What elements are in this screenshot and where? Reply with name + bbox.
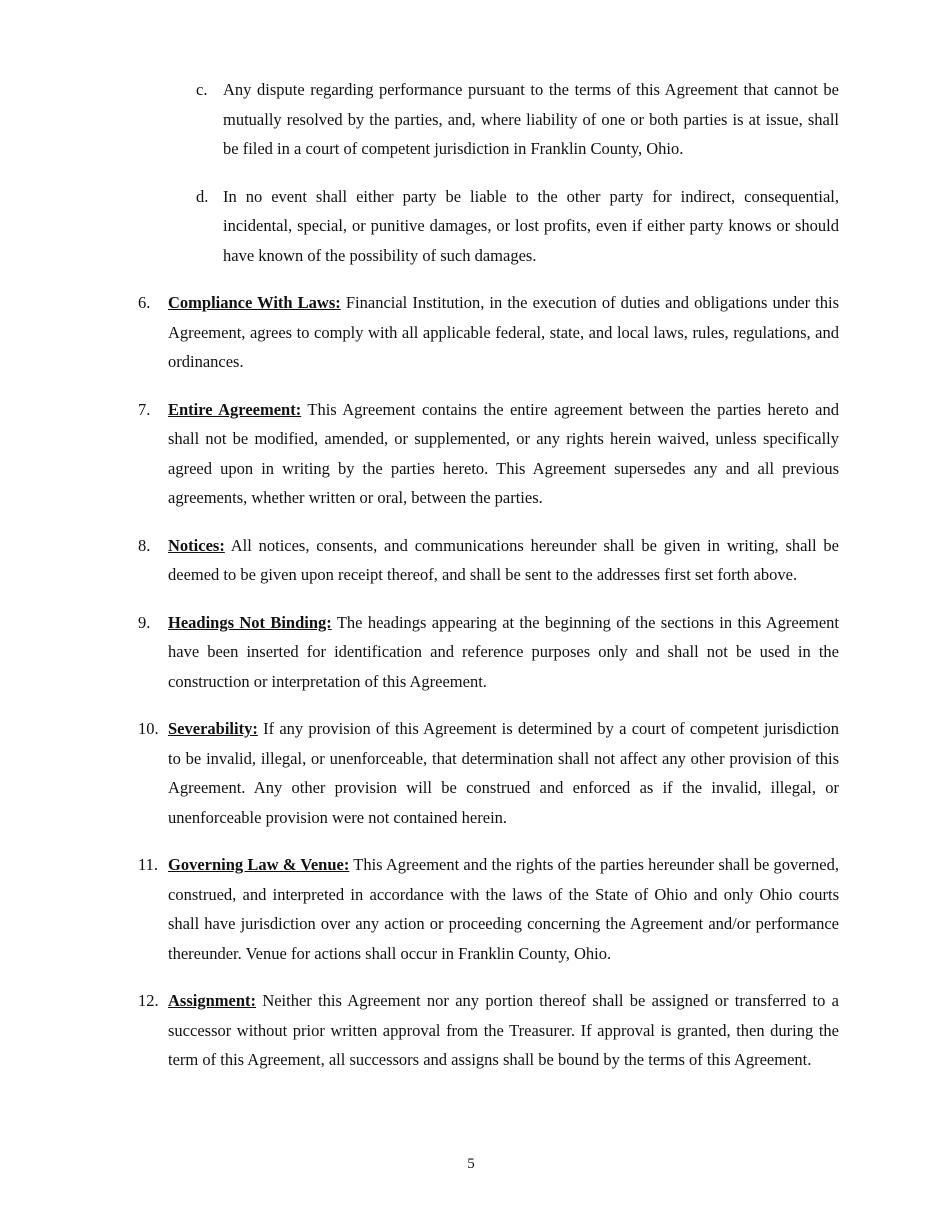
section-heading: Assignment: <box>168 991 257 1010</box>
sub-clause-list <box>196 75 839 288</box>
sub-clause-letter: c. <box>196 80 208 99</box>
section-number: 10. <box>138 719 159 738</box>
section-number: 12. <box>138 991 159 1010</box>
section-text: This Agreement and the rights of the parties hereunder shall be governed, construed, and interpreted in accordance with the laws of the State of Ohio and only Ohio courts shall have jurisdiction over any action or proceeding concerning the Agreement and/or performance thereunder. Venue for actions shall occur in Franklin County, Ohio. <box>168 855 839 963</box>
section-number: 7. <box>138 399 151 419</box>
section-number: 9. <box>138 612 151 632</box>
section-text: The headings appearing at the beginning of the sections in this Agreement have been inserted for identification and reference purposes only and shall not be used in the construction or interpretation of this Agreement. <box>168 612 840 691</box>
section-entire-agreement <box>138 395 839 513</box>
section-text: Neither this Agreement nor any portion thereof shall be assigned or transferred to a successor without prior written approval from the Treasurer. If approval is granted, then during the term of this Agreement, all successors and assigns shall be bound by the terms of this Agreement. <box>168 991 839 1069</box>
sub-clause-d <box>196 182 839 271</box>
sub-clause-text: In no event shall either party be liable to the other party for indirect, consequential, incidental, special, or punitive damages, or lost profits, even if either party knows or should have known of the possibility of such damages. <box>223 186 839 265</box>
section-text: This Agreement contains the entire agreement between the parties hereto and shall not be modified, amended, or supplemented, or any rights herein waived, unless specifically agreed upon in writing by the parties hereto. This Agreement supersedes any and all previous agreements, whether written or oral, between the parties. <box>168 399 840 507</box>
sub-clause-c <box>196 75 839 164</box>
section-number: 11. <box>138 855 159 874</box>
section-list <box>138 288 839 1093</box>
section-text: If any provision of this Agreement is determined by a court of competent jurisdiction to be invalid, illegal, or unenforceable, that determination shall not affect any other provision of this Agreement. Any other provision will be construed and enforced as if the invalid, illegal, or unenforceable provision were not contained herein. <box>168 719 839 827</box>
section-governing-law-venue <box>138 850 839 968</box>
section-text: All notices, consents, and communications hereunder shall be given in writing, shall be deemed to be given upon receipt thereof, and shall be sent to the addresses first set forth above. <box>168 535 839 584</box>
section-heading: Compliance With Laws: <box>168 293 341 312</box>
section-number: 6. <box>138 293 151 312</box>
section-severability <box>138 714 839 832</box>
section-heading: Entire Agreement: <box>168 399 302 419</box>
section-compliance-with-laws <box>138 288 839 377</box>
section-heading: Headings Not Binding: <box>168 612 332 632</box>
section-heading: Notices: <box>168 535 225 555</box>
page-number: 5 <box>467 1156 475 1172</box>
section-heading: Severability: <box>168 719 258 738</box>
section-text: Financial Institution, in the execution of duties and obligations under this Agreement, agrees to comply with all applicable federal, state, and local laws, rules, regulations, and ordinances. <box>168 293 839 371</box>
sub-clause-letter: d. <box>196 186 209 206</box>
section-notices <box>138 531 839 590</box>
section-number: 8. <box>138 535 151 555</box>
sub-clause-text: Any dispute regarding performance pursuant to the terms of this Agreement that cannot be mutually resolved by the parties, and, where liability of one or both parties is at issue, shall be filed in a court of competent jurisdiction in Franklin County, Ohio. <box>223 80 839 158</box>
section-assignment <box>138 986 839 1075</box>
section-heading: Governing Law & Venue: <box>168 855 350 874</box>
section-headings-not-binding <box>138 608 839 697</box>
